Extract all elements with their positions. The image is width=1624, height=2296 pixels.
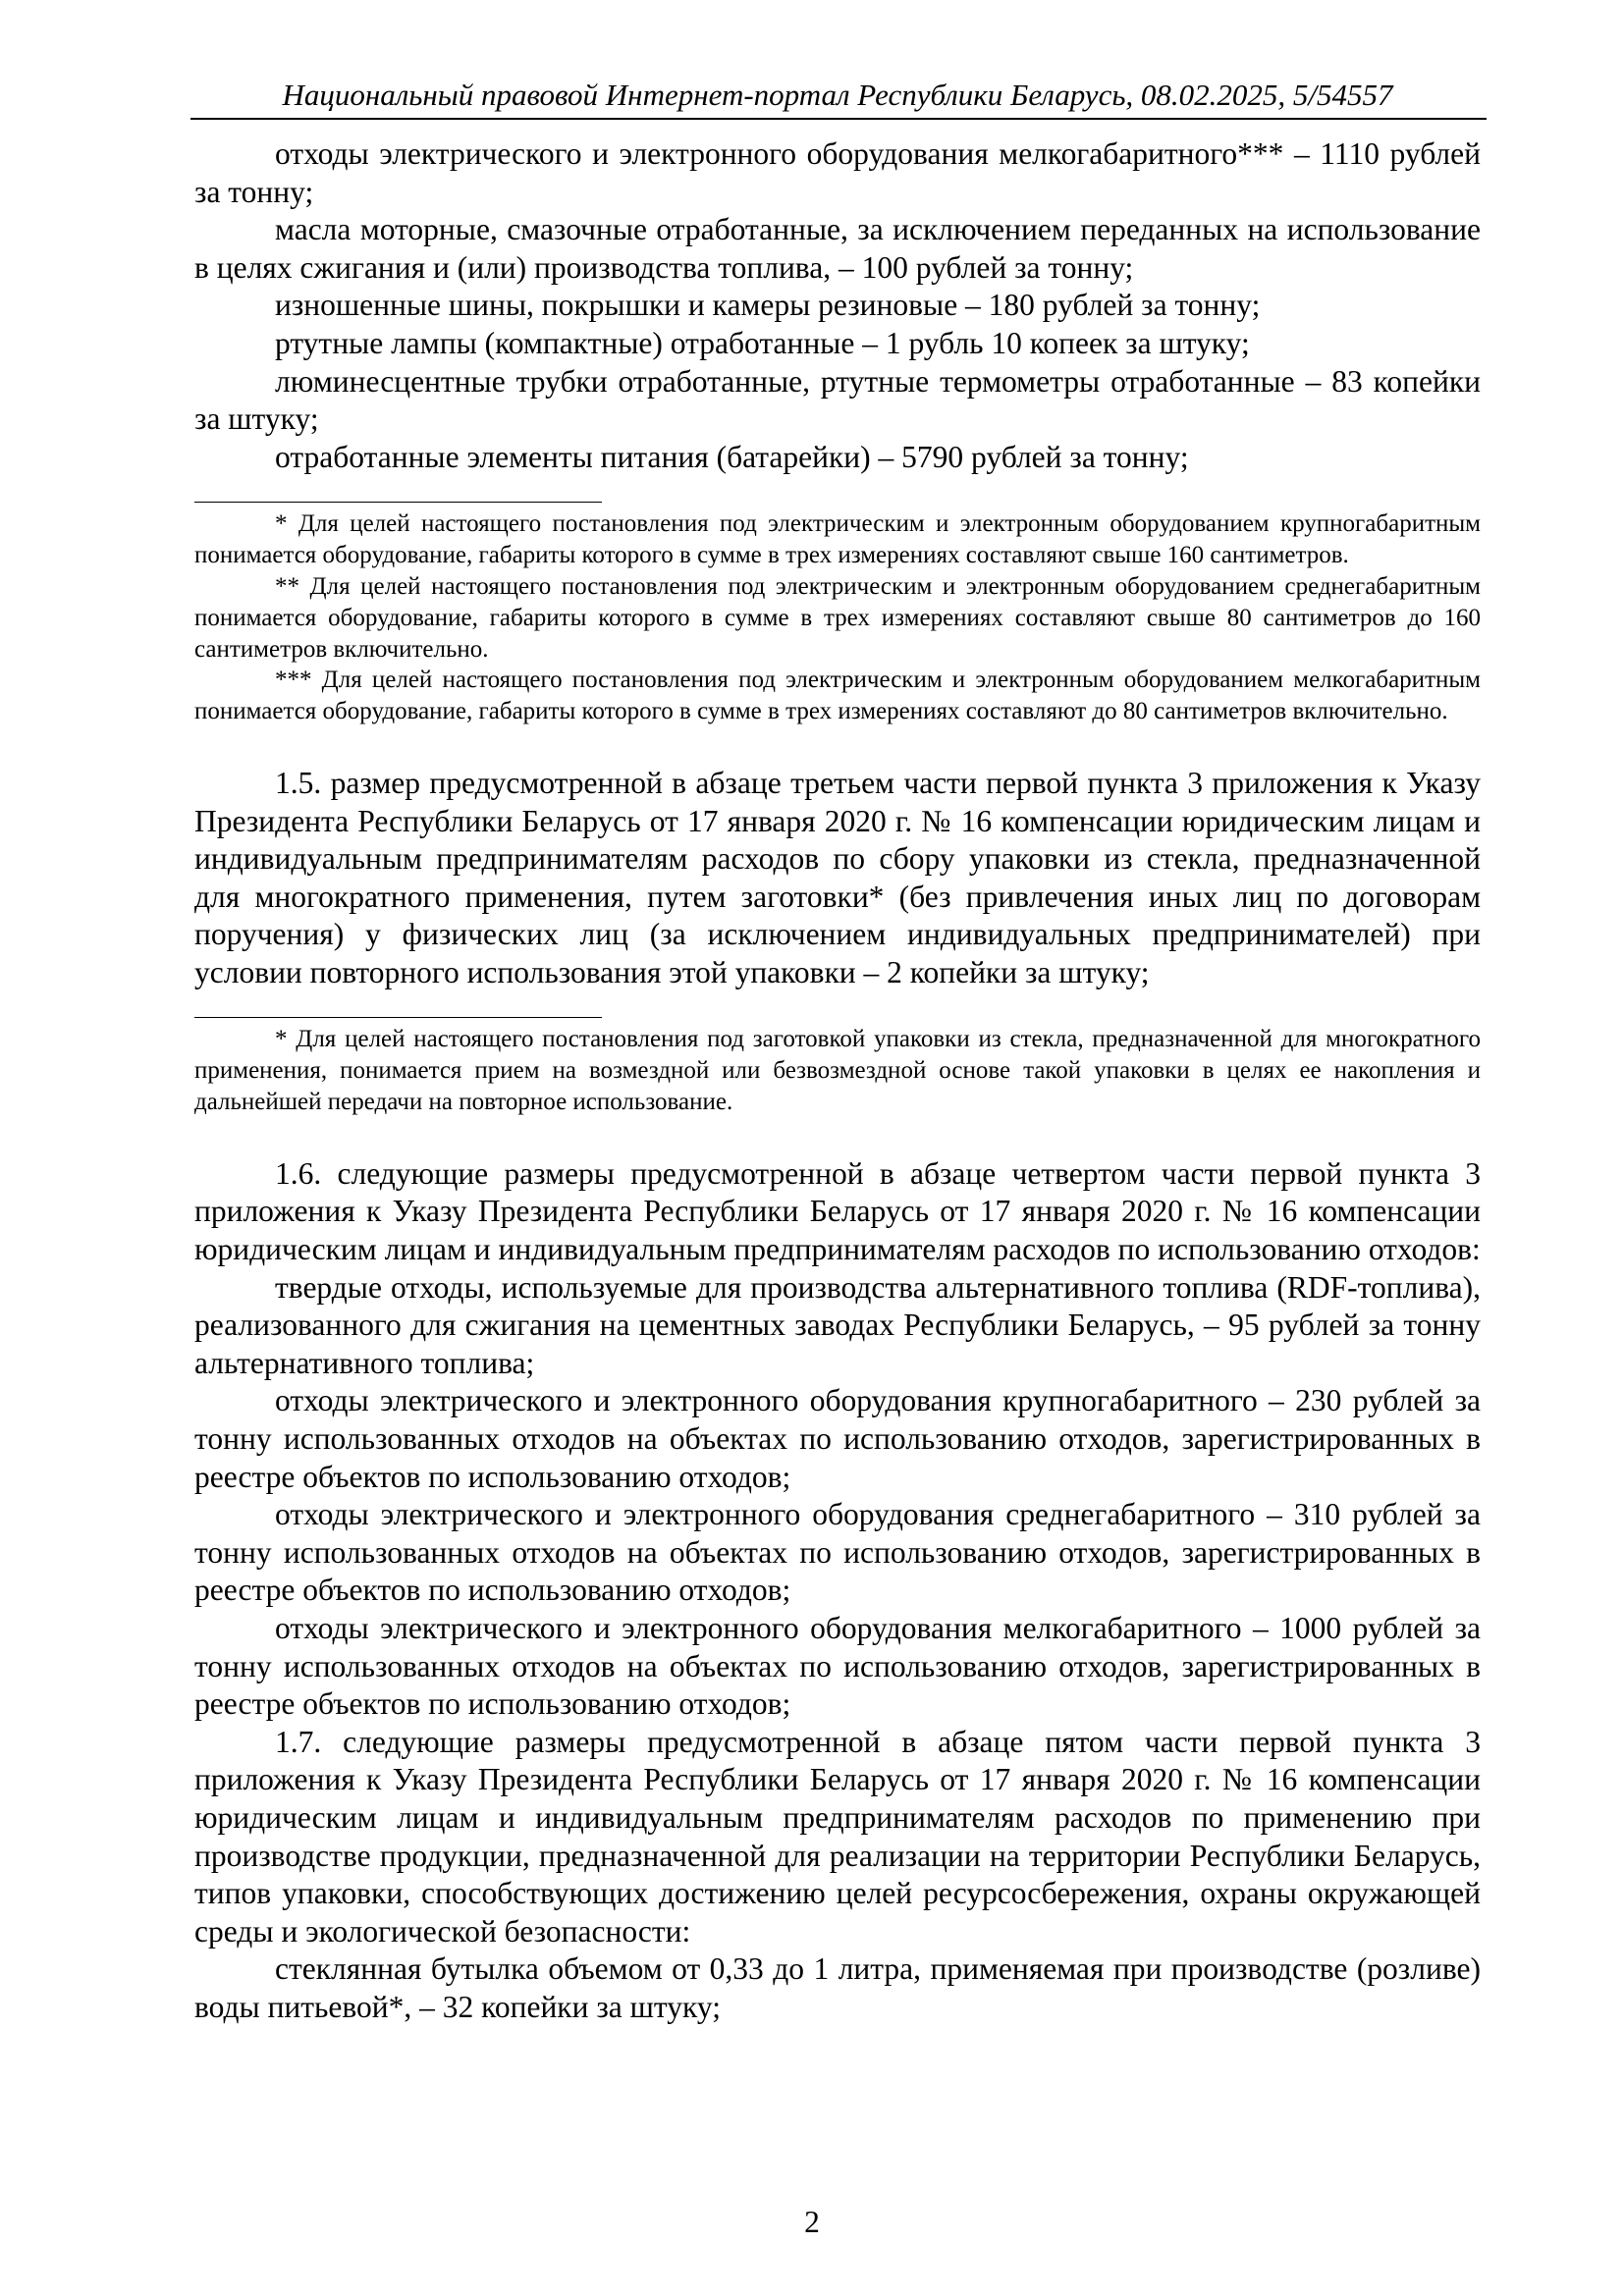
paragraph: стеклянная бутылка объемом от 0,33 до 1 литра, применяемая при производстве (розливе) воды питьевой*, – 32 копейки за штуку; (194, 1951, 1481, 2024)
paragraph: отходы электрического и электронного оборудования крупногабаритного – 230 рублей за тонну использованных отходов на объектах по использованию отходов, зарегистрированных в реестре объектов по использованию отходов; (194, 1383, 1481, 1494)
footnote-separator (194, 502, 602, 503)
paragraph: отходы электрического и электронного оборудования мелкогабаритного – 1000 рублей за тонну использованных отходов на объектах по использованию отходов, зарегистрированных в реестре объектов по использованию отходов; (194, 1611, 1481, 1722)
paragraph: твердые отходы, используемые для производства альтернативного топлива (RDF-топлива), реализованного для сжигания на цементных заводах Республики Беларусь, – 95 рублей за тонну альтернативного топлива; (194, 1269, 1481, 1380)
document-body (194, 135, 1481, 2027)
paragraph-1-5: 1.5. размер предусмотренной в абзаце третьем части первой пункта 3 приложения к Указу Президента Республики Беларусь от 17 января 2020 г. № 16 компенсации юридическим лицам и индивидуальным предпринимателям расходов по сбору упаковки из стекла, предназначенной для многократного применения, путем заготовки* (без привлечения иных лиц по договорам поручения) у физических лиц (за исключением индивидуальных предпринимателей) при условии повторного использования этой упаковки – 2 копейки за штуку; (194, 765, 1481, 989)
paragraph: масла моторные, смазочные отработанные, за исключением переданных на использование в целях сжигания и (или) производства топлива, – 100 рублей за тонну; (194, 212, 1481, 285)
paragraph: люминесцентные трубки отработанные, ртутные термометры отработанные – 83 копейки за штуку; (194, 363, 1481, 437)
footnote: *** Для целей настоящего постановления под электрическим и электронным оборудованием мелкогабаритным понимается оборудование, габариты которого в сумме в трех измерениях составляют до 80 сантиметров включительно. (194, 667, 1481, 725)
paragraph: отработанные элементы питания (батарейки) – 5790 рублей за тонну; (275, 439, 1189, 474)
paragraph: отходы электрического и электронного оборудования мелкогабаритного*** – 1110 рублей за тонну; (194, 136, 1481, 209)
footnote: * Для целей настоящего постановления под электрическим и электронным оборудованием крупногабаритным понимается оборудование, габариты которого в сумме в трех измерениях составляют свыше 160 сантиметров. (194, 510, 1481, 569)
footnote: * Для целей настоящего постановления под заготовкой упаковки из стекла, предназначенной для многократного применения, понимается прием на возмездной или безвозмездной основе такой упаковки в целях ее накопления и дальнейшей передачи на повторное использование. (194, 1026, 1481, 1116)
footnote-separator (194, 1017, 602, 1018)
paragraph: отходы электрического и электронного оборудования среднегабаритного – 310 рублей за тонну использованных отходов на объектах по использованию отходов, зарегистрированных в реестре объектов по использованию отходов; (194, 1497, 1481, 1608)
document-header: Национальный правовой Интернет-портал Республики Беларусь, 08.02.2025, 5/54557 (282, 78, 1393, 112)
paragraph-1-6: 1.6. следующие размеры предусмотренной в абзаце четвертом части первой пункта 3 приложения к Указу Президента Республики Беларусь от 17 января 2020 г. № 16 компенсации юридическим лицам и индивидуальным предпринимателям расходов по использованию отходов: (194, 1155, 1481, 1267)
page-number: 2 (804, 2205, 820, 2239)
footnote: ** Для целей настоящего постановления под электрическим и электронным оборудованием среднегабаритным понимается оборудование, габариты которого в сумме в трех измерениях составляют свыше 80 сантиметров до 160 сантиметров включительно. (194, 572, 1481, 663)
header-divider (190, 118, 1487, 120)
paragraph-1-7: 1.7. следующие размеры предусмотренной в абзаце пятом части первой пункта 3 приложения к Указу Президента Республики Беларусь от 17 января 2020 г. № 16 компенсации юридическим лицам и индивидуальным предпринимателям расходов по применению при производстве продукции, предназначенной для реализации на территории Республики Беларусь, типов упаковки, способствующих достижению целей ресурсосбережения, охраны окружающей среды и экологической безопасности: (194, 1724, 1481, 1949)
paragraph: изношенные шины, покрышки и камеры резиновые – 180 рублей за тонну; (275, 288, 1261, 323)
paragraph: ртутные лампы (компактные) отработанные – 1 рубль 10 копеек за штуку; (275, 325, 1250, 360)
